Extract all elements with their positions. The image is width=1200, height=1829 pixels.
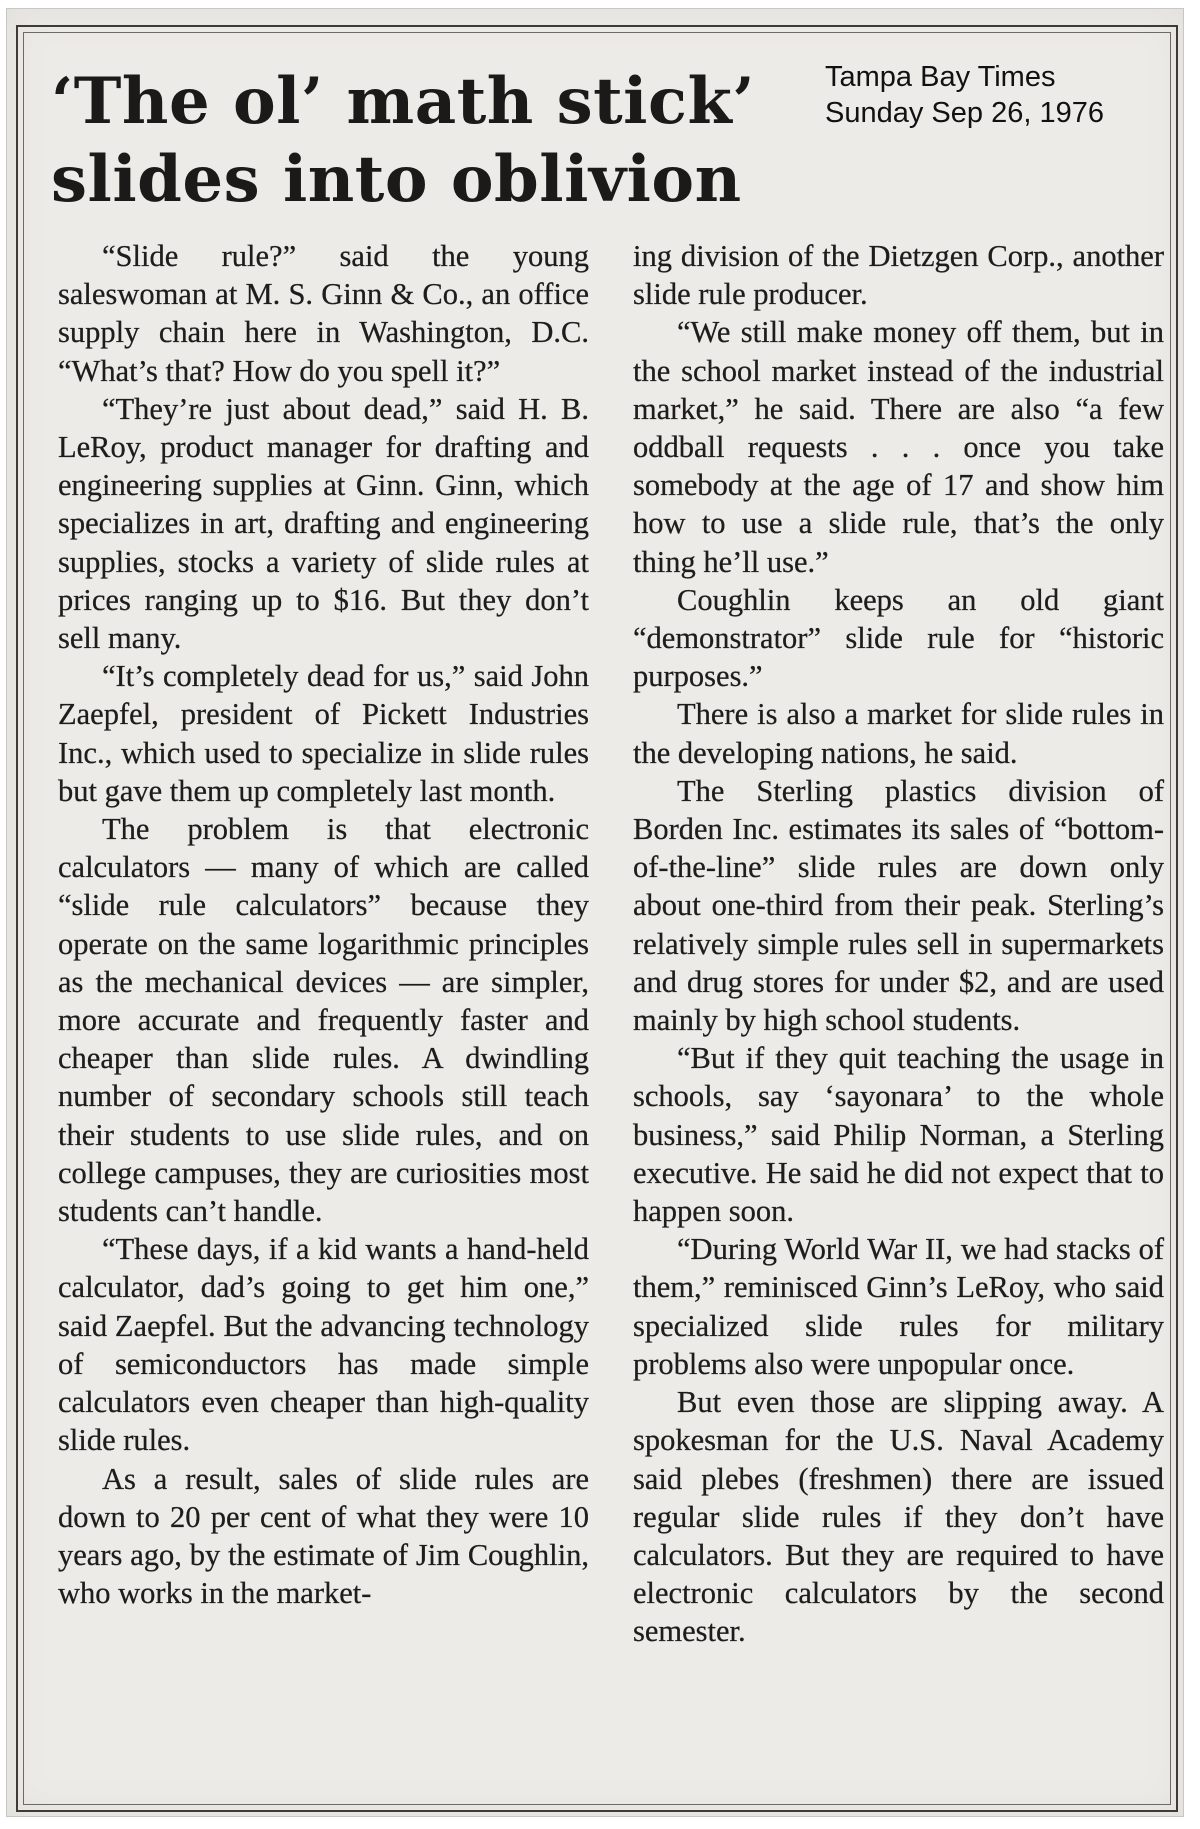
paragraph: “It’s completely dead for us,” said John Zaepfel, president of Pickett Industries Inc., which used to specialize in slide rules but gave them up completely last month. bbox=[58, 659, 589, 808]
paragraph: The problem is that electronic calculators — many of which are called “slide rule calculators” because they operate on the same logarithmic principles as the mechanical devices — are simpler, more accurate and frequently faster and cheaper than slide rules. A dwindling number of secondary schools still teach their students to use slide rules, and on college campuses, they are curiosities most students can’t handle. bbox=[58, 812, 589, 1229]
headline-line-2: slides into oblivion bbox=[51, 142, 742, 217]
paragraph: “They’re just about dead,” said H. B. LeRoy, product manager for drafting and engineering supplies at Ginn. Ginn, which specializes in art, drafting and engineering supplies, stocks a variety of slide rules at prices ranging up to $16. But they don’t sell many. bbox=[58, 391, 589, 656]
paragraph: The Sterling plastics division of Borden Inc. estimates its sales of “bottom-of-the-line” slide rules are down only about one-third from their peak. Sterling’s relatively simple rules sell in supermarkets and drug stores for under $2, and are used mainly by high school students. bbox=[633, 773, 1164, 1038]
newspaper-clipping bbox=[6, 8, 1184, 1817]
paragraph: “These days, if a kid wants a hand-held calculator, dad’s going to get him one,” said Zaepfel. But the advancing technology of semiconductors has made simple calculators even cheaper than high-quality slide rules. bbox=[58, 1232, 589, 1458]
left-column bbox=[58, 237, 589, 1612]
source-date: Sunday Sep 26, 1976 bbox=[825, 97, 1104, 129]
paragraph: There is also a market for slide rules in the developing nations, he said. bbox=[633, 697, 1164, 770]
headline-line-1: ‘The ol’ math stick’ bbox=[51, 64, 756, 139]
paragraph: As a result, sales of slide rules are down to 20 per cent of what they were 10 years ago, by the estimate of Jim Coughlin, who works in the market- bbox=[58, 1461, 589, 1611]
headline bbox=[51, 63, 755, 219]
paragraph-continuation: ing division of the Dietzgen Corp., another slide rule producer. bbox=[633, 239, 1164, 312]
paragraph: “Slide rule?” said the young saleswoman at M. S. Ginn & Co., an office supply chain here in Washington, D.C. “What’s that? How do you spell it?” bbox=[58, 239, 589, 388]
right-column bbox=[633, 237, 1164, 1651]
paragraph: “But if they quit teaching the usage in schools, say ‘sayonara’ to the whole business,” said Philip Norman, a Sterling executive. He said he did not expect that to happen soon. bbox=[633, 1041, 1164, 1229]
paragraph: Coughlin keeps an old giant “demonstrator” slide rule for “historic purposes.” bbox=[633, 582, 1164, 694]
paragraph: But even those are slipping away. A spokesman for the U.S. Naval Academy said plebes (freshmen) there are issued regular slide rules if they don’t have calculators. But they are required to have electronic calculators by the second semester. bbox=[633, 1385, 1164, 1649]
source-publication: Tampa Bay Times bbox=[825, 61, 1056, 93]
paragraph: “During World War II, we had stacks of them,” reminisced Ginn’s LeRoy, who said specialized slide rules for military problems also were unpopular once. bbox=[633, 1232, 1164, 1381]
paragraph: “We still make money off them, but in the school market instead of the industrial market,” he said. There are also “a few oddball requests . . . once you take somebody at the age of 17 and show him how to use a slide rule, that’s the only thing he’ll use.” bbox=[633, 315, 1164, 579]
source-label bbox=[825, 59, 1104, 131]
